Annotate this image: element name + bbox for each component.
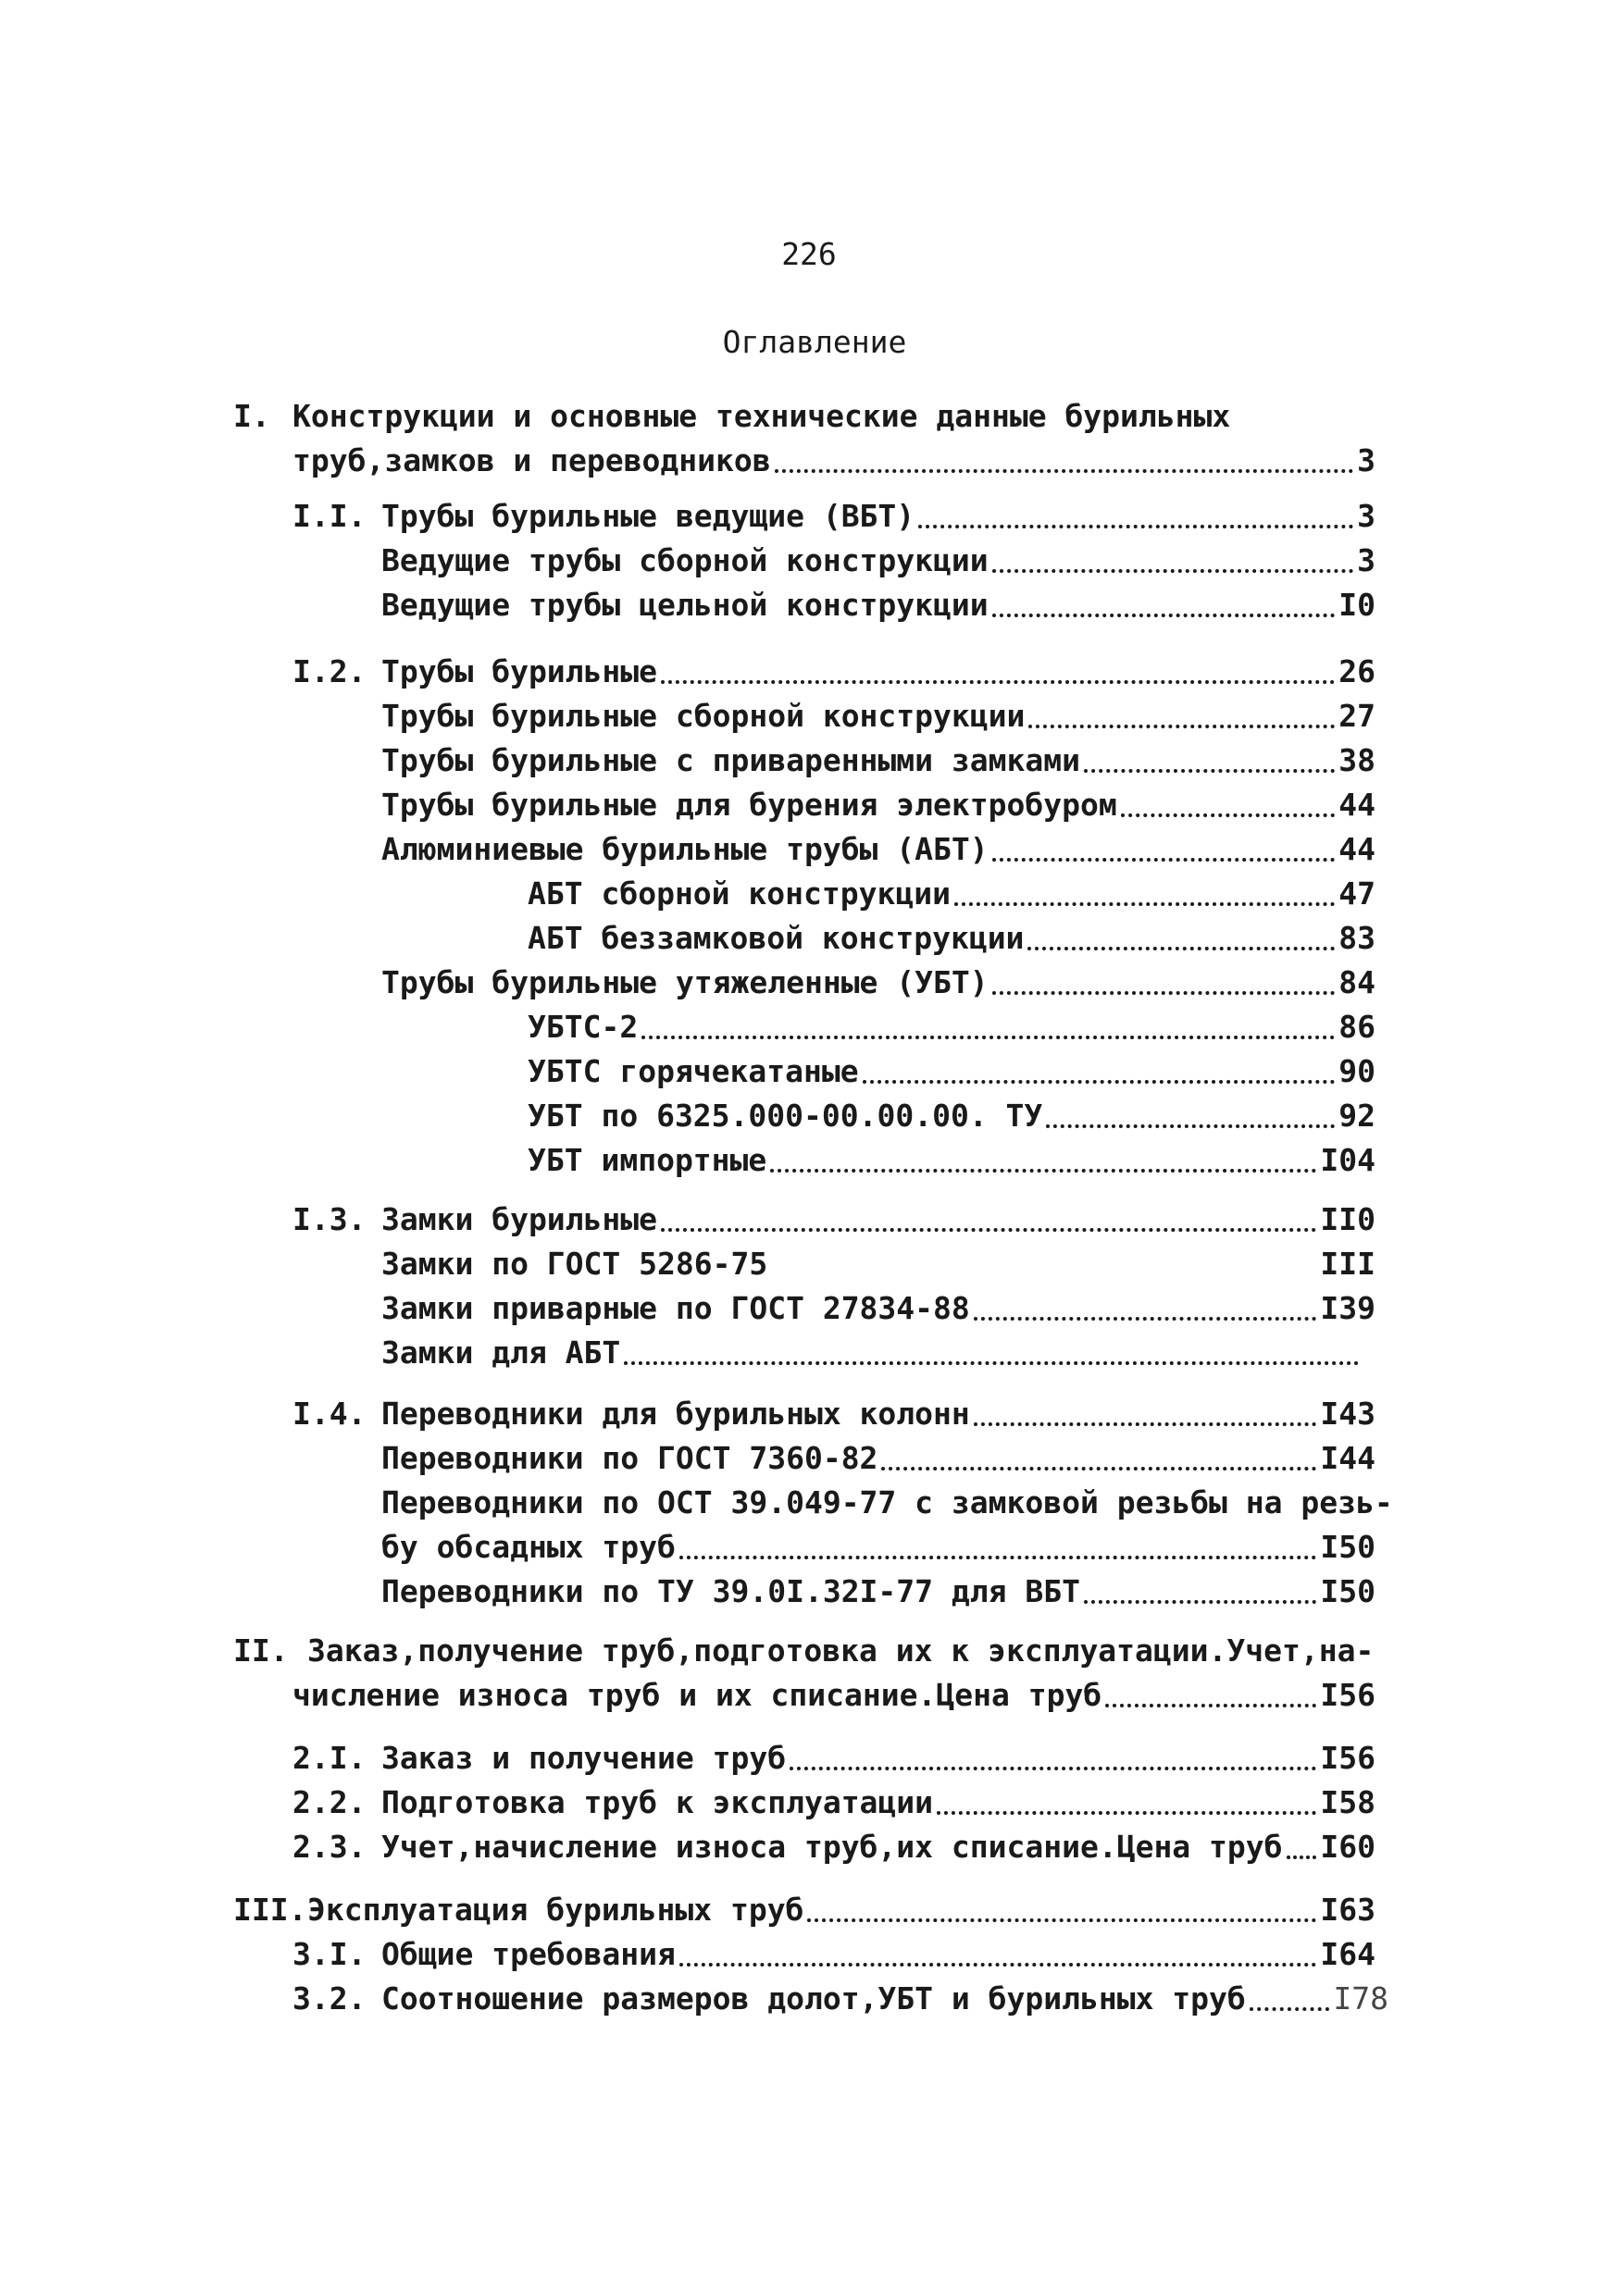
toc-entry <box>292 1396 1375 1436</box>
toc-entry <box>233 1632 1374 1673</box>
toc-page: 90 <box>1338 1053 1375 1089</box>
toc-page: I56 <box>1320 1677 1375 1713</box>
toc-text: УБТС горячекатаные <box>528 1053 859 1089</box>
toc-text: Переводники по ОСТ 39.049-77 с замковой резьбы на резь- <box>381 1484 1393 1520</box>
toc-text: УБТ по 6325.000-00.00.00. ТУ <box>528 1098 1043 1134</box>
dot-leader <box>661 680 1335 684</box>
toc-entry <box>528 1053 1375 1094</box>
toc-text: Трубы бурильные для бурения электробуром <box>381 787 1117 823</box>
toc-text: Трубы бурильные утяжеленные (УБТ) <box>381 964 989 1000</box>
toc-entry <box>292 1829 1375 1869</box>
toc-page: I50 <box>1320 1573 1375 1609</box>
toc-page: 3 <box>1357 542 1375 578</box>
toc-entry <box>528 875 1375 916</box>
toc-entry <box>292 1201 1375 1242</box>
dot-leader <box>992 569 1353 573</box>
toc-text: Ведущие трубы цельной конструкции <box>381 587 989 623</box>
toc-text: труб,замков и переводников <box>292 442 771 478</box>
toc-page: 3 <box>1357 498 1375 534</box>
dot-leader <box>937 1811 1316 1815</box>
toc-text: Замки для АБТ <box>381 1334 621 1371</box>
toc-text: бу обсадных труб <box>381 1529 676 1565</box>
dot-leader <box>770 1169 1316 1173</box>
toc-text: Ведущие трубы сборной конструкции <box>381 542 989 578</box>
toc-entry <box>381 787 1375 827</box>
dot-leader <box>624 1361 1359 1365</box>
toc-page: I64 <box>1320 1936 1375 1972</box>
toc-page: I39 <box>1320 1290 1375 1326</box>
toc-page: II0 <box>1320 1201 1375 1237</box>
toc-number: I.4. <box>292 1396 367 1432</box>
toc-text: Подготовка труб к эксплуатации <box>381 1784 934 1820</box>
toc-entry <box>528 1009 1375 1049</box>
toc-text: УБТ импортные <box>528 1142 767 1178</box>
dot-leader <box>1250 2007 1330 2011</box>
toc-text: Конструкции и основные технические данные бурильных <box>292 398 1231 434</box>
toc-number: 2.2. <box>292 1784 367 1820</box>
toc-entry <box>292 653 1375 694</box>
toc-page: 26 <box>1338 653 1375 689</box>
dot-leader <box>992 614 1336 617</box>
toc-entry <box>381 1246 1375 1286</box>
dot-leader <box>1105 1704 1316 1707</box>
toc-entry <box>292 1936 1375 1977</box>
toc-text: УБТС-2 <box>528 1009 639 1045</box>
dot-leader <box>807 1918 1316 1922</box>
toc-number: 2.3. <box>292 1829 367 1865</box>
dot-leader <box>679 1556 1317 1559</box>
toc-entry <box>528 1098 1375 1138</box>
toc-page: 83 <box>1338 920 1375 956</box>
toc-page: 47 <box>1338 875 1375 912</box>
toc-page: 84 <box>1338 964 1375 1000</box>
toc-number: I.2. <box>292 653 367 689</box>
toc-entry <box>381 1440 1375 1481</box>
toc-page: 44 <box>1338 787 1375 823</box>
toc-entry <box>292 1677 1375 1718</box>
dot-leader <box>974 1317 1317 1321</box>
dot-leader <box>1084 1600 1316 1604</box>
toc-number: I. <box>233 398 270 434</box>
toc-page: I63 <box>1320 1892 1375 1928</box>
toc-entry <box>381 587 1375 627</box>
toc-page: III <box>1320 1246 1375 1282</box>
toc-number: 2.I. <box>292 1740 367 1776</box>
dot-leader <box>881 1467 1316 1471</box>
toc-entry <box>292 498 1375 539</box>
toc-number: 3.2. <box>292 1980 367 2017</box>
toc-page: I04 <box>1320 1142 1375 1178</box>
dot-leader <box>679 1963 1317 1967</box>
toc-text: Переводники для бурильных колонн <box>381 1396 970 1432</box>
page-title: Оглавление <box>722 324 907 360</box>
dot-leader <box>863 1080 1336 1084</box>
toc-entry <box>381 1290 1375 1331</box>
toc-page: I0 <box>1338 587 1375 623</box>
toc-text: Алюминиевые бурильные трубы (АБТ) <box>381 831 989 867</box>
toc-text: числение износа труб и их списание.Цена труб <box>292 1677 1102 1713</box>
toc-text: Трубы бурильные с приваренными замками <box>381 742 1080 778</box>
toc-page: I44 <box>1320 1440 1375 1476</box>
toc-entry <box>381 742 1375 783</box>
toc-entry <box>292 1980 1388 2021</box>
toc-number: I.3. <box>292 1201 367 1237</box>
toc-text: Трубы бурильные ведущие (ВБТ) <box>381 498 915 534</box>
toc-text: Переводники по ГОСТ 7360-82 <box>381 1440 878 1476</box>
toc-text: Замки приварные по ГОСТ 27834-88 <box>381 1290 970 1326</box>
toc-text: Заказ,получение труб,подготовка их к эксплуатации.Учет,на- <box>307 1632 1375 1669</box>
dot-leader <box>1028 725 1335 728</box>
dot-leader <box>992 991 1336 995</box>
toc-text: Замки по ГОСТ 5286-75 <box>381 1246 768 1282</box>
toc-entry <box>381 698 1375 738</box>
toc-entry <box>381 1334 1363 1375</box>
toc-entry <box>381 831 1375 872</box>
toc-entry <box>233 1892 1375 1932</box>
toc-page: I50 <box>1320 1529 1375 1565</box>
dot-leader <box>974 1422 1317 1426</box>
toc-text: Эксплуатация бурильных труб <box>307 1892 804 1928</box>
toc-page: 3 <box>1357 442 1375 478</box>
toc-text: Заказ и получение труб <box>381 1740 787 1776</box>
toc-page: I60 <box>1320 1829 1375 1865</box>
toc-number: III. <box>233 1892 307 1928</box>
page-number: 226 <box>781 236 837 272</box>
toc-entry <box>292 1784 1375 1825</box>
dot-leader <box>1084 769 1335 773</box>
toc-text: АБТ сборной конструкции <box>528 875 951 912</box>
toc-page: 92 <box>1338 1098 1375 1134</box>
toc-number: 3.I. <box>292 1936 367 1972</box>
toc-entry <box>528 1142 1375 1183</box>
toc-page: I58 <box>1320 1784 1375 1820</box>
toc-page: 86 <box>1338 1009 1375 1045</box>
dot-leader <box>992 858 1336 862</box>
toc-page: 27 <box>1338 698 1375 734</box>
toc-text: Соотношение размеров долот,УБТ и бурильных труб <box>381 1980 1246 2017</box>
dot-leader <box>1287 1855 1317 1859</box>
toc-entry <box>381 964 1375 1005</box>
toc-text: Общие требования <box>381 1936 676 1972</box>
toc-page: 44 <box>1338 831 1375 867</box>
dot-leader <box>775 469 1354 473</box>
toc-number: II. <box>233 1632 289 1669</box>
toc-text: АБТ беззамковой конструкции <box>528 920 1025 956</box>
toc-entry <box>381 1484 1393 1525</box>
toc-text: Замки бурильные <box>381 1201 658 1237</box>
dot-leader <box>661 1228 1316 1232</box>
toc-entry <box>381 1573 1375 1614</box>
dot-leader <box>1046 1124 1335 1128</box>
toc-page: 38 <box>1338 742 1375 778</box>
toc-page: I56 <box>1320 1740 1375 1776</box>
toc-page: I43 <box>1320 1396 1375 1432</box>
toc-entry <box>292 1740 1375 1781</box>
toc-page: I78 <box>1333 1980 1388 2017</box>
toc-text: Учет,начисление износа труб,их списание.Цена труб <box>381 1829 1283 1865</box>
toc-entry <box>233 398 1230 439</box>
dot-leader <box>790 1767 1316 1770</box>
toc-number: I.I. <box>292 498 367 534</box>
toc-entry <box>381 542 1375 583</box>
toc-entry <box>292 442 1375 483</box>
dot-leader <box>1121 813 1336 817</box>
dot-leader <box>918 525 1353 528</box>
toc-text: Трубы бурильные <box>381 653 658 689</box>
toc-text: Переводники по ТУ 39.0I.32I-77 для ВБТ <box>381 1573 1080 1609</box>
dot-leader <box>1027 947 1335 950</box>
toc-entry <box>528 920 1375 961</box>
dot-leader <box>641 1036 1335 1039</box>
dot-leader <box>954 902 1335 906</box>
toc-entry <box>381 1529 1375 1570</box>
toc-text: Трубы бурильные сборной конструкции <box>381 698 1026 734</box>
